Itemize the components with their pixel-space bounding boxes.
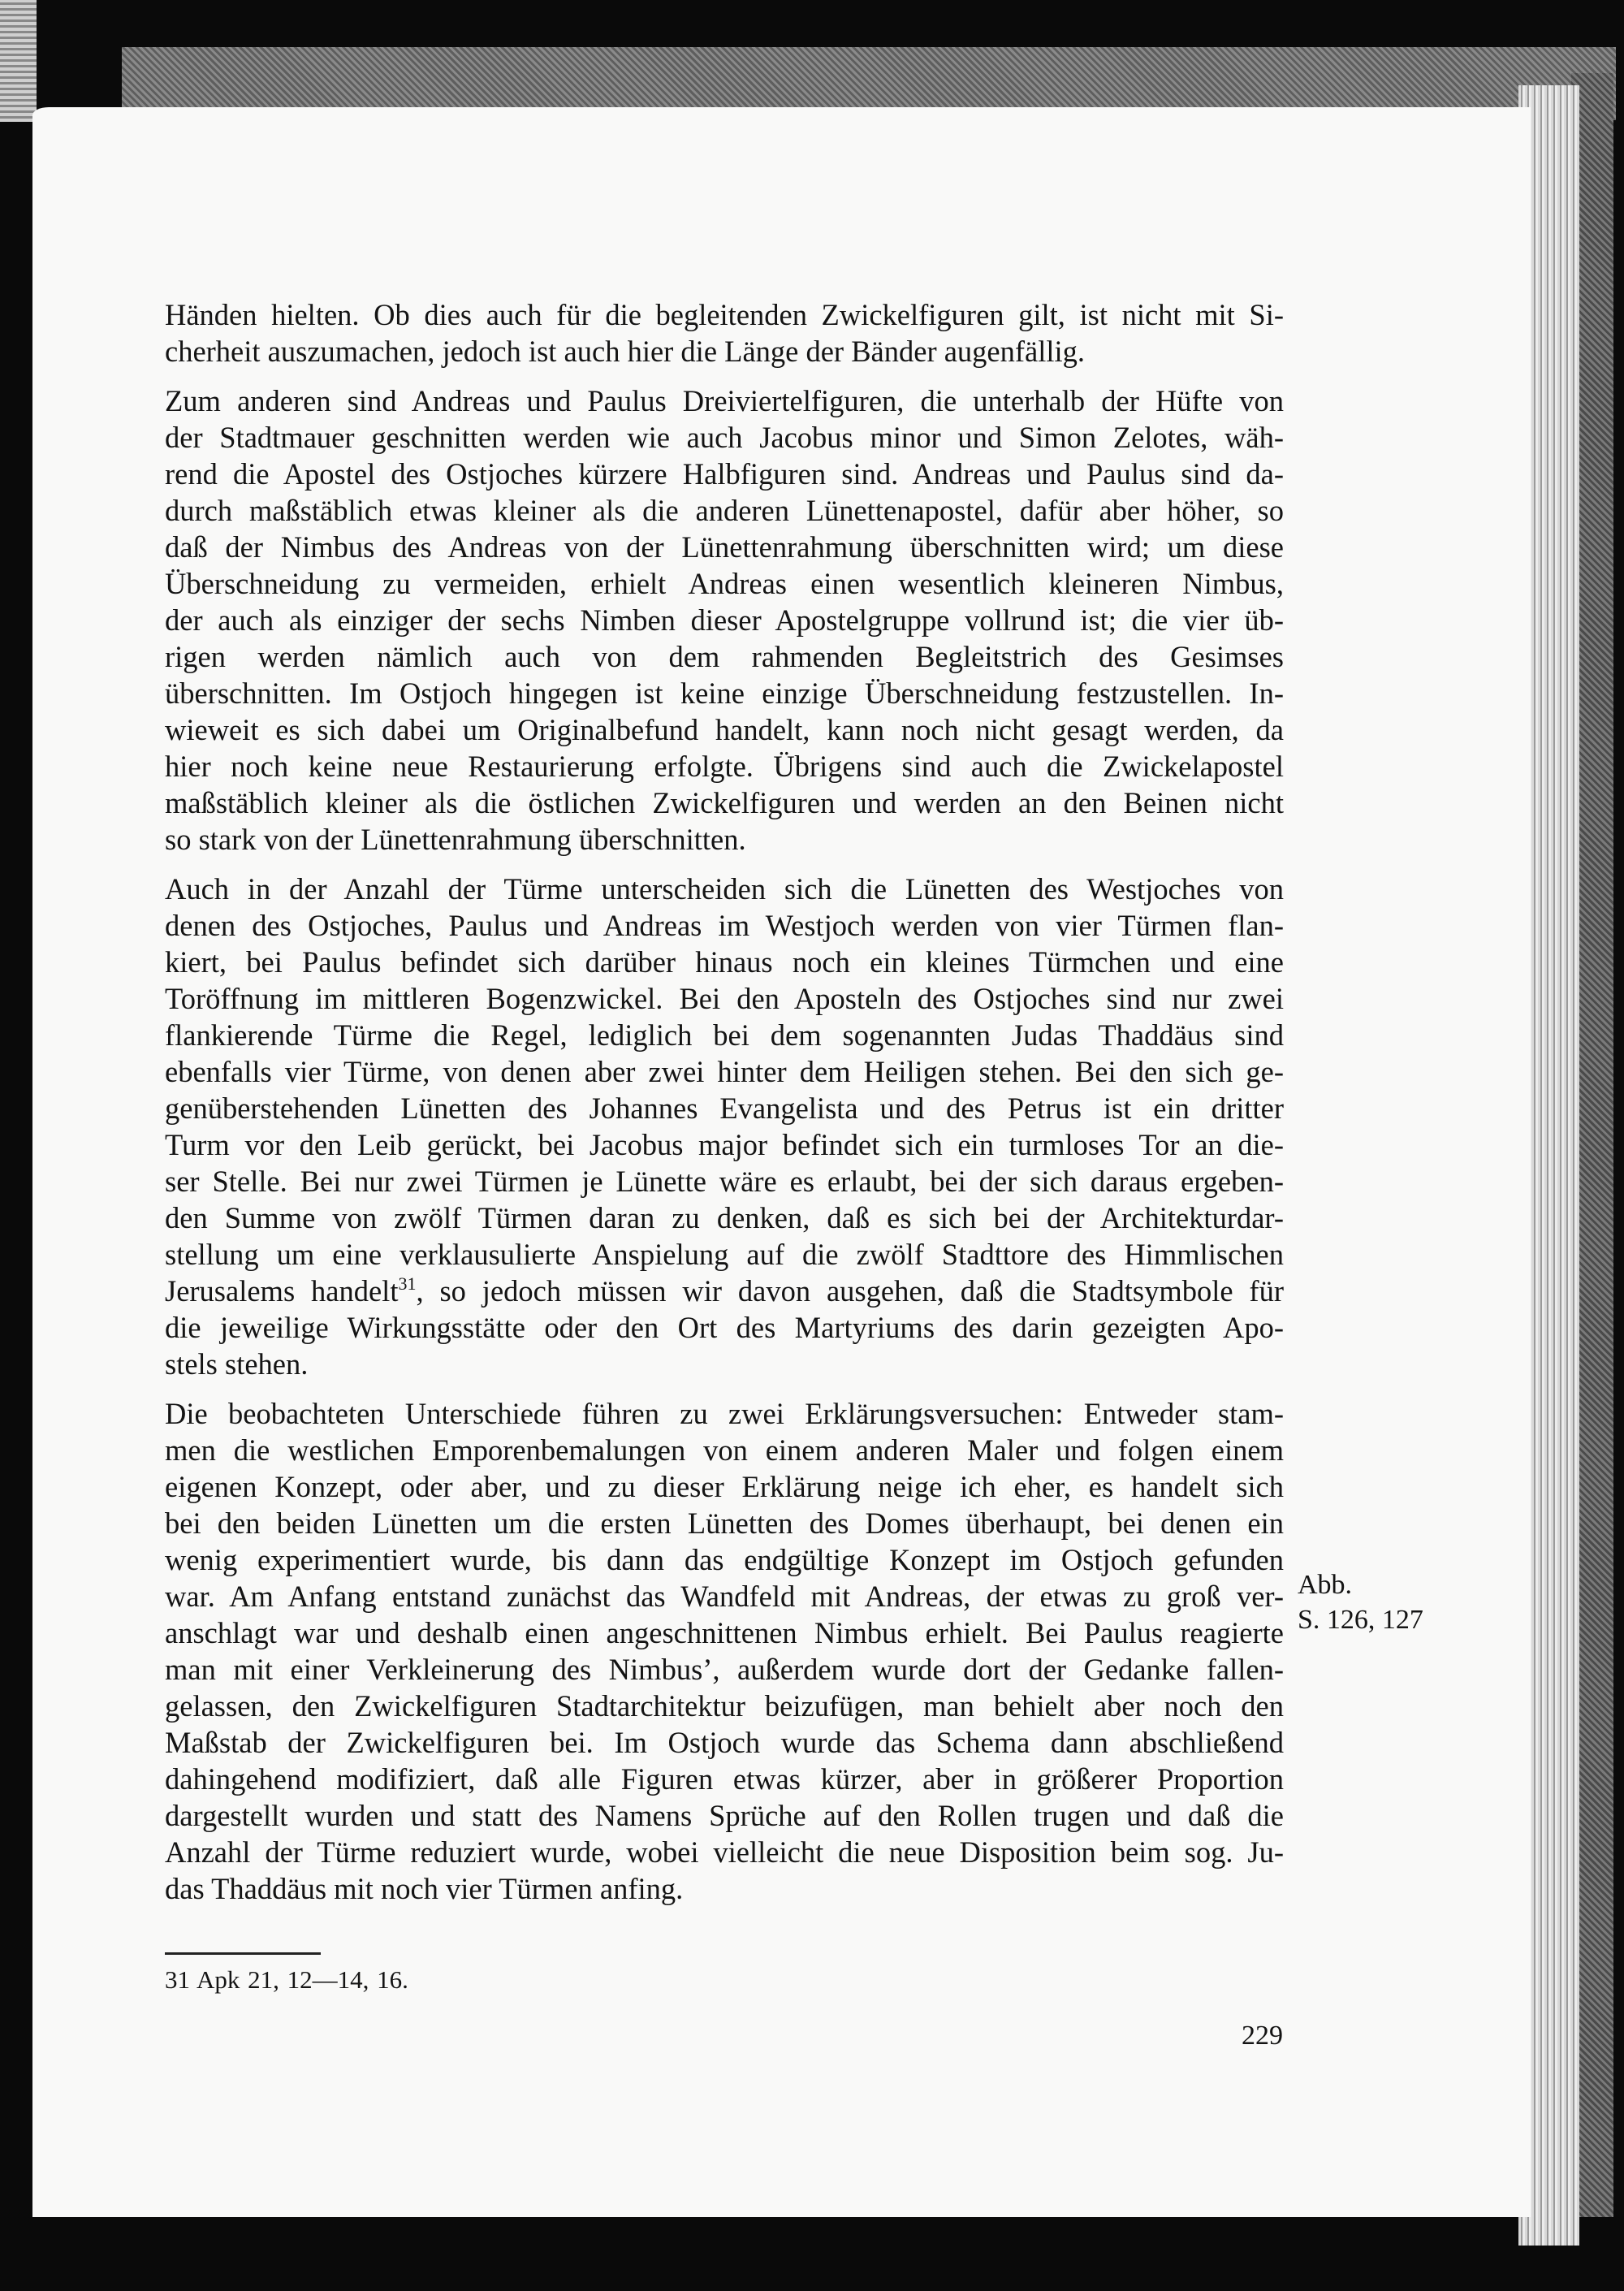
text-line: Toröffnung im mittleren Bogenzwickel. Bei den Aposteln des Ostjoches sind nur zwei xyxy=(165,982,1284,1015)
text-segment: Jerusalems handelt xyxy=(165,1274,399,1308)
text-line: der Stadtmauer geschnitten werden wie auch Jacobus minor und Simon Zelotes, wäh- xyxy=(165,421,1284,454)
text-line: anschlagt war und deshalb einen angeschnittenen Nimbus erhielt. Bei Paulus reagierte xyxy=(165,1616,1284,1649)
footnote-divider xyxy=(165,1952,321,1955)
text-line: ser Stelle. Bei nur zwei Türmen je Lünette wäre es erlaubt, bei der sich daraus ergeben- xyxy=(165,1165,1284,1198)
text-segment: , so jedoch müssen wir davon ausgehen, daß die Stadtsymbole für xyxy=(416,1274,1284,1308)
text-line: kiert, bei Paulus befindet sich darüber hinaus noch ein kleines Türmchen und eine xyxy=(165,945,1284,979)
text-line: rigen werden nämlich auch von dem rahmenden Begleitstrich des Gesimses xyxy=(165,640,1284,673)
text-line: der auch als einziger der sechs Nimben dieser Apostelgruppe vollrund ist; die vier üb- xyxy=(165,603,1284,637)
page-number: 229 xyxy=(1242,2021,1283,2051)
text-line: Turm vor den Leib gerückt, bei Jacobus major befindet sich ein turmloses Tor an die- xyxy=(165,1128,1284,1161)
text-line: so stark von der Lünettenrahmung überschnitten. xyxy=(165,823,746,856)
body-text xyxy=(165,296,1284,1920)
text-line: Auch in der Anzahl der Türme unterscheiden sich die Lünetten des Westjoches von xyxy=(165,872,1284,906)
footnote-reference[interactable]: 31 xyxy=(398,1273,417,1294)
text-line: Händen hielten. Ob dies auch für die begleitenden Zwickelfiguren gilt, ist nicht mit Si- xyxy=(165,298,1284,331)
paragraph xyxy=(165,871,1284,1382)
text-line: Anzahl der Türme reduziert wurde, wobei vielleicht die neue Disposition beim sog. Ju- xyxy=(165,1835,1284,1869)
margin-note-line: S. 126, 127 xyxy=(1298,1605,1423,1635)
text-line: eigenen Konzept, oder aber, und zu dieser Erklärung neige ich eher, es handelt sich xyxy=(165,1470,1284,1503)
paragraph xyxy=(165,296,1284,370)
text-line: cherheit auszumachen, jedoch ist auch hier die Länge der Bänder augenfällig. xyxy=(165,335,1086,368)
text-line: men die westlichen Emporenbemalungen von einem anderen Maler und folgen einem xyxy=(165,1433,1284,1467)
text-line: stels stehen. xyxy=(165,1347,309,1381)
text-line: Zum anderen sind Andreas und Paulus Dreiviertelfiguren, die unterhalb der Hüfte von xyxy=(165,384,1284,417)
text-line: maßstäblich kleiner als die östlichen Zwickelfiguren und werden an den Beinen nicht xyxy=(165,786,1284,819)
text-line: Maßstab der Zwickelfiguren bei. Im Ostjoch wurde das Schema dann abschließend xyxy=(165,1726,1284,1759)
text-line: man mit einer Verkleinerung des Nimbus’, außerdem wurde dort der Gedanke fallen- xyxy=(165,1653,1284,1686)
text-line: war. Am Anfang entstand zunächst das Wandfeld mit Andreas, der etwas zu groß ver- xyxy=(165,1580,1284,1613)
text-line: überschnitten. Im Ostjoch hingegen ist keine einzige Überschneidung festzustellen. In- xyxy=(165,676,1284,710)
text-line: den Summe von zwölf Türmen daran zu denken, daß es sich bei der Architekturdar- xyxy=(165,1201,1284,1234)
text-line: gelassen, den Zwickelfiguren Stadtarchitektur beizufügen, man behielt aber noch den xyxy=(165,1689,1284,1723)
text-line: ebenfalls vier Türme, von denen aber zwei hinter dem Heiligen stehen. Bei den sich ge- xyxy=(165,1055,1284,1088)
text-line: durch maßstäblich etwas kleiner als die anderen Lünettenapostel, dafür aber höher, so xyxy=(165,494,1284,527)
text-line: hier noch keine neue Restaurierung erfolgte. Übrigens sind auch die Zwickelapostel xyxy=(165,750,1284,783)
text-line: Die beobachteten Unterschiede führen zu zwei Erklärungsversuchen: Entweder stam- xyxy=(165,1397,1284,1430)
bookmark-ribbon xyxy=(0,0,37,122)
text-line: wieweit es sich dabei um Originalbefund handelt, kann noch nicht gesagt werden, da xyxy=(165,713,1284,746)
text-line: dahingehend modifiziert, daß alle Figuren etwas kürzer, aber in größerer Proportion xyxy=(165,1762,1284,1796)
paragraph xyxy=(165,1395,1284,1907)
margin-note-line: Abb. xyxy=(1298,1570,1353,1600)
text-line: die jeweilige Wirkungsstätte oder den Ort des Martyriums des darin gezeigten Apo- xyxy=(165,1311,1284,1344)
footnote-31: 31 Apk 21, 12—14, 16. xyxy=(165,1965,408,1994)
paragraph xyxy=(165,383,1284,858)
margin-note-figure-reference xyxy=(1298,1567,1423,1637)
text-line: wenig experimentiert wurde, bis dann das endgültige Konzept im Ostjoch gefunden xyxy=(165,1543,1284,1576)
text-line: genüberstehenden Lünetten des Johannes Evangelista und des Petrus ist ein dritter xyxy=(165,1091,1284,1125)
text-line: das Thaddäus mit noch vier Türmen anfing. xyxy=(165,1872,684,1905)
text-line: flankierende Türme die Regel, lediglich bei dem sogenannten Judas Thaddäus sind xyxy=(165,1018,1284,1052)
text-line: stellung um eine verklausulierte Anspielung auf die zwölf Stadttore des Himmlischen xyxy=(165,1238,1284,1271)
text-line xyxy=(165,1273,1284,1309)
text-line: Überschneidung zu vermeiden, erhielt Andreas einen wesentlich kleineren Nimbus, xyxy=(165,567,1284,600)
text-line: daß der Nimbus des Andreas von der Lünettenrahmung überschnitten wird; um diese xyxy=(165,530,1284,564)
text-line: denen des Ostjoches, Paulus und Andreas im Westjoch werden von vier Türmen flan- xyxy=(165,909,1284,942)
text-line: bei den beiden Lünetten um die ersten Lünetten des Domes überhaupt, bei denen ein xyxy=(165,1506,1284,1540)
text-line: dargestellt wurden und statt des Namens Sprüche auf den Rollen trugen und daß die xyxy=(165,1799,1284,1832)
text-line: rend die Apostel des Ostjoches kürzere Halbfiguren sind. Andreas und Paulus sind da- xyxy=(165,457,1284,491)
